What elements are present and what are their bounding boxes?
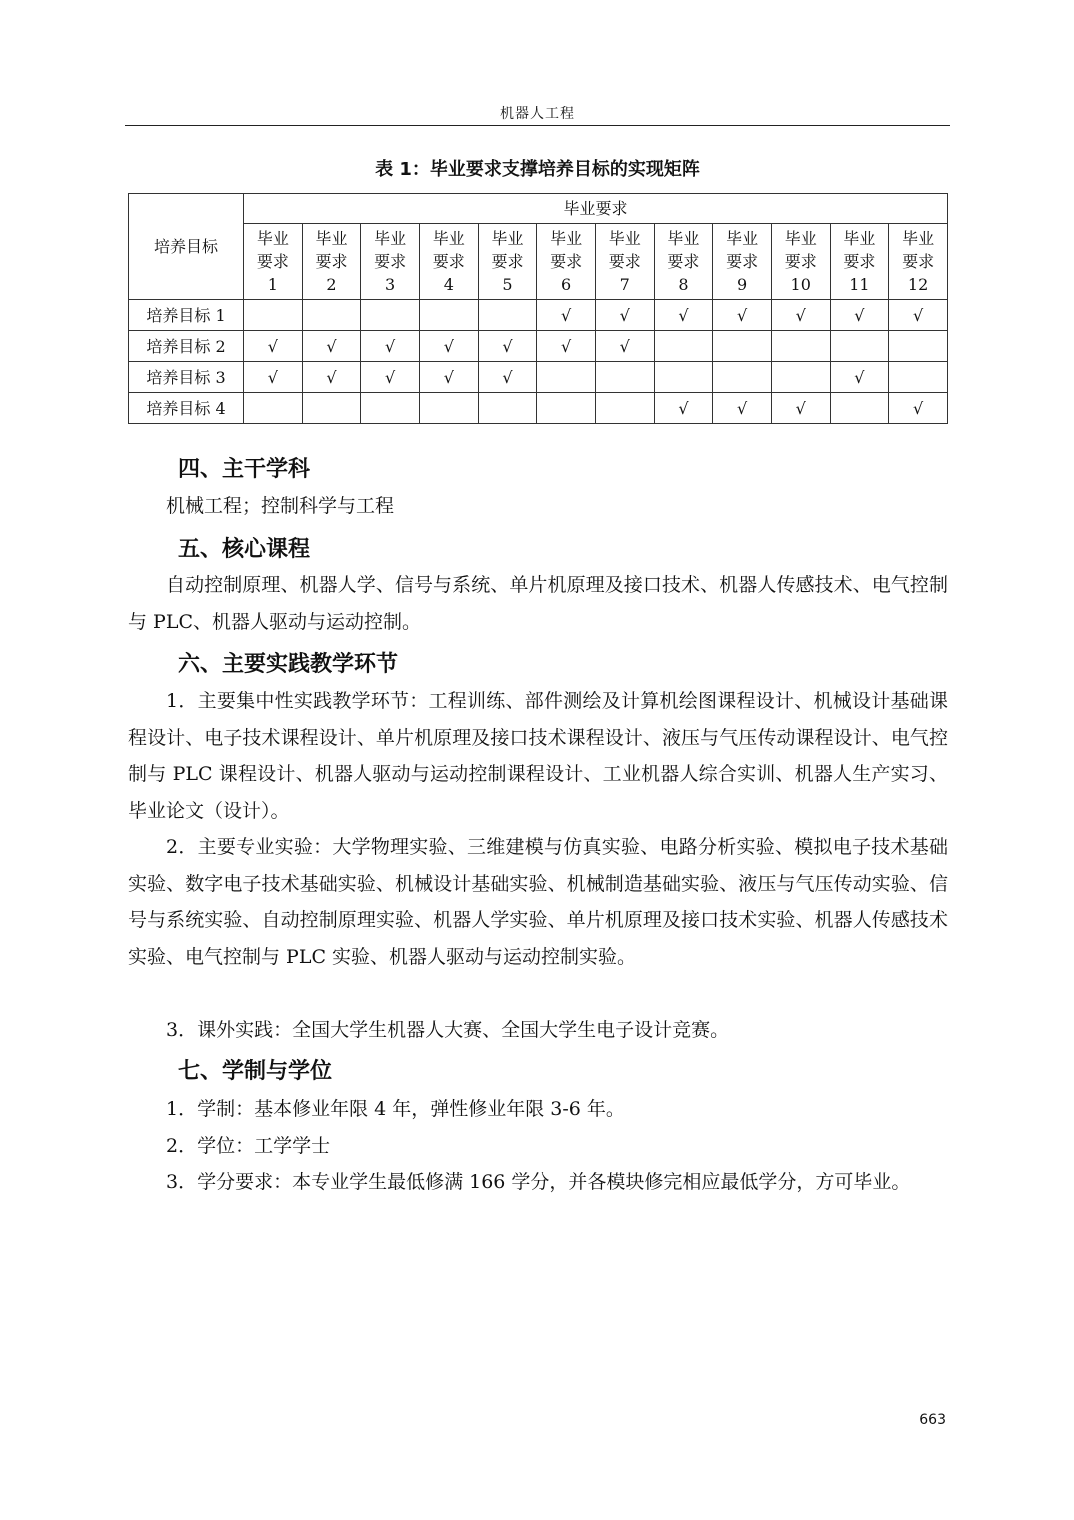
matrix-cell: √ bbox=[889, 393, 948, 424]
column-header-req-6 bbox=[537, 224, 596, 300]
matrix-cell bbox=[302, 393, 361, 424]
column-header-req-3 bbox=[361, 224, 420, 300]
table-caption: 表 1：毕业要求支撑培养目标的实现矩阵 bbox=[375, 159, 700, 180]
matrix-cell: √ bbox=[654, 393, 713, 424]
column-header-line2: 要求 bbox=[432, 252, 465, 271]
column-header-line1: 毕业 bbox=[608, 229, 641, 248]
core-courses-text: 自动控制原理、机器人学、信号与系统、单片机原理及接口技术、机器人传感技术、电气控制与 PLC、机器人驱动与运动控制。 bbox=[128, 574, 948, 633]
column-header-line1: 毕业 bbox=[784, 229, 817, 248]
section-heading-core-courses: 五、核心课程 bbox=[178, 537, 311, 562]
section-heading-disciplines: 四、主干学科 bbox=[178, 457, 311, 482]
matrix-cell: √ bbox=[537, 331, 596, 362]
matrix-cell bbox=[478, 393, 537, 424]
column-header-line2: 要求 bbox=[667, 252, 700, 271]
row-header-label: 培养目标 bbox=[129, 194, 244, 300]
matrix-cell bbox=[889, 362, 948, 393]
column-header-line2: 要求 bbox=[256, 252, 289, 271]
header-rule bbox=[125, 125, 950, 126]
column-header-req-7 bbox=[595, 224, 654, 300]
matrix-cell: √ bbox=[771, 300, 830, 331]
matrix-cell bbox=[713, 331, 772, 362]
matrix-cell bbox=[889, 331, 948, 362]
section-heading-schooling: 七、学制与学位 bbox=[178, 1059, 333, 1084]
matrix-cell: √ bbox=[595, 331, 654, 362]
column-header-num: 4 bbox=[443, 275, 454, 294]
matrix-cell: √ bbox=[595, 300, 654, 331]
practice-paragraph-1: 1．主要集中性实践教学环节：工程训练、部件测绘及计算机绘图课程设计、机械设计基础课程设计、电子技术课程设计、单片机原理及接口技术课程设计、液压与气压传动课程设计、电气控制与 PLC 课程设计、机器人驱动与运动控制课程设计、工业机器人综合实训、机器人生产实习、毕业论文（设计）。 bbox=[128, 690, 948, 822]
column-header-req-1 bbox=[244, 224, 303, 300]
running-title: 机器人工程 bbox=[500, 106, 575, 122]
matrix-cell bbox=[361, 393, 420, 424]
table-row bbox=[129, 362, 948, 393]
matrix-cell: √ bbox=[361, 331, 420, 362]
matrix-cell: √ bbox=[830, 362, 889, 393]
matrix-cell bbox=[654, 362, 713, 393]
table-row bbox=[129, 300, 948, 331]
practice-paragraph-3: 3．课外实践：全国大学生机器人大赛、全国大学生电子设计竞赛。 bbox=[166, 1019, 730, 1041]
matrix-cell bbox=[713, 362, 772, 393]
matrix-cell: √ bbox=[537, 300, 596, 331]
row-label: 培养目标 3 bbox=[129, 362, 244, 393]
column-header-line1: 毕业 bbox=[667, 229, 700, 248]
column-header-line2: 要求 bbox=[608, 252, 641, 271]
column-header-num: 7 bbox=[619, 275, 630, 294]
column-header-num: 12 bbox=[907, 275, 929, 294]
row-label: 培养目标 1 bbox=[129, 300, 244, 331]
column-header-line1: 毕业 bbox=[726, 229, 759, 248]
column-header-line2: 要求 bbox=[784, 252, 817, 271]
column-header-line2: 要求 bbox=[902, 252, 935, 271]
column-header-num: 6 bbox=[561, 275, 572, 294]
matrix-cell bbox=[537, 362, 596, 393]
column-header-req-9 bbox=[713, 224, 772, 300]
matrix-cell: √ bbox=[361, 362, 420, 393]
column-header-line1: 毕业 bbox=[491, 229, 524, 248]
column-header-line1: 毕业 bbox=[315, 229, 348, 248]
column-header-line1: 毕业 bbox=[843, 229, 876, 248]
disciplines-text: 机械工程；控制科学与工程 bbox=[166, 495, 395, 517]
matrix-cell bbox=[419, 393, 478, 424]
matrix-cell bbox=[771, 362, 830, 393]
matrix-cell bbox=[478, 300, 537, 331]
matrix-cell bbox=[302, 300, 361, 331]
column-header-req-4 bbox=[419, 224, 478, 300]
column-header-num: 11 bbox=[849, 275, 870, 294]
column-header-req-5 bbox=[478, 224, 537, 300]
matrix-cell: √ bbox=[478, 331, 537, 362]
column-header-req-2 bbox=[302, 224, 361, 300]
matrix-cell bbox=[595, 393, 654, 424]
matrix-cell bbox=[654, 331, 713, 362]
schooling-paragraph-2: 2．学位：工学学士 bbox=[166, 1135, 331, 1157]
matrix-cell bbox=[244, 300, 303, 331]
matrix-cell: √ bbox=[419, 362, 478, 393]
matrix-cell: √ bbox=[302, 362, 361, 393]
matrix-cell bbox=[771, 331, 830, 362]
column-header-line2: 要求 bbox=[726, 252, 759, 271]
column-header-req-12 bbox=[889, 224, 948, 300]
column-header-line1: 毕业 bbox=[550, 229, 583, 248]
matrix-cell: √ bbox=[244, 331, 303, 362]
row-label: 培养目标 2 bbox=[129, 331, 244, 362]
column-header-num: 3 bbox=[385, 275, 396, 294]
section-heading-practice: 六、主要实践教学环节 bbox=[178, 652, 399, 677]
column-header-line2: 要求 bbox=[491, 252, 524, 271]
column-header-num: 9 bbox=[736, 275, 748, 294]
column-header-num: 2 bbox=[326, 275, 337, 294]
matrix-cell bbox=[537, 393, 596, 424]
schooling-paragraph-1: 1．学制：基本修业年限 4 年，弹性修业年限 3-6 年。 bbox=[166, 1098, 625, 1120]
matrix-cell bbox=[830, 331, 889, 362]
column-header-req-10 bbox=[771, 224, 830, 300]
column-header-num: 1 bbox=[267, 275, 278, 294]
schooling-paragraph-3: 3．学分要求：本专业学生最低修满 166 学分，并各模块修完相应最低学分，方可毕业。 bbox=[166, 1171, 911, 1193]
matrix-cell: √ bbox=[830, 300, 889, 331]
table-row bbox=[129, 331, 948, 362]
matrix-cell: √ bbox=[478, 362, 537, 393]
column-header-line2: 要求 bbox=[374, 252, 407, 271]
column-header-line1: 毕业 bbox=[374, 229, 407, 248]
column-header-num: 10 bbox=[790, 275, 811, 294]
group-header-label: 毕业要求 bbox=[244, 194, 948, 224]
support-matrix-table bbox=[128, 193, 948, 424]
matrix-cell: √ bbox=[889, 300, 948, 331]
column-header-line1: 毕业 bbox=[432, 229, 465, 248]
matrix-cell bbox=[595, 362, 654, 393]
matrix-cell bbox=[244, 393, 303, 424]
matrix-cell: √ bbox=[302, 331, 361, 362]
column-header-num: 8 bbox=[678, 275, 689, 294]
matrix-cell: √ bbox=[654, 300, 713, 331]
matrix-cell: √ bbox=[713, 300, 772, 331]
column-header-line2: 要求 bbox=[550, 252, 583, 271]
table-row bbox=[129, 393, 948, 424]
matrix-cell: √ bbox=[244, 362, 303, 393]
matrix-cell: √ bbox=[419, 331, 478, 362]
column-header-req-11 bbox=[830, 224, 889, 300]
column-header-line2: 要求 bbox=[315, 252, 348, 271]
practice-paragraph-2: 2．主要专业实验：大学物理实验、三维建模与仿真实验、电路分析实验、模拟电子技术基础实验、数字电子技术基础实验、机械设计基础实验、机械制造基础实验、液压与气压传动实验、信号与系统实验、自动控制原理实验、机器人学实验、单片机原理及接口技术实验、机器人传感技术实验、电气控制与 PLC 实验、机器人驱动与运动控制实验。 bbox=[128, 836, 948, 968]
row-label: 培养目标 4 bbox=[129, 393, 244, 424]
column-header-num: 5 bbox=[502, 275, 513, 294]
column-header-line1: 毕业 bbox=[902, 229, 935, 248]
matrix-cell bbox=[361, 300, 420, 331]
matrix-cell: √ bbox=[713, 393, 772, 424]
matrix-cell: √ bbox=[771, 393, 830, 424]
column-header-line2: 要求 bbox=[843, 252, 876, 271]
matrix-cell bbox=[419, 300, 478, 331]
column-header-line1: 毕业 bbox=[256, 229, 289, 248]
column-header-req-8 bbox=[654, 224, 713, 300]
page-number: 663 bbox=[919, 1412, 946, 1428]
matrix-cell bbox=[830, 393, 889, 424]
